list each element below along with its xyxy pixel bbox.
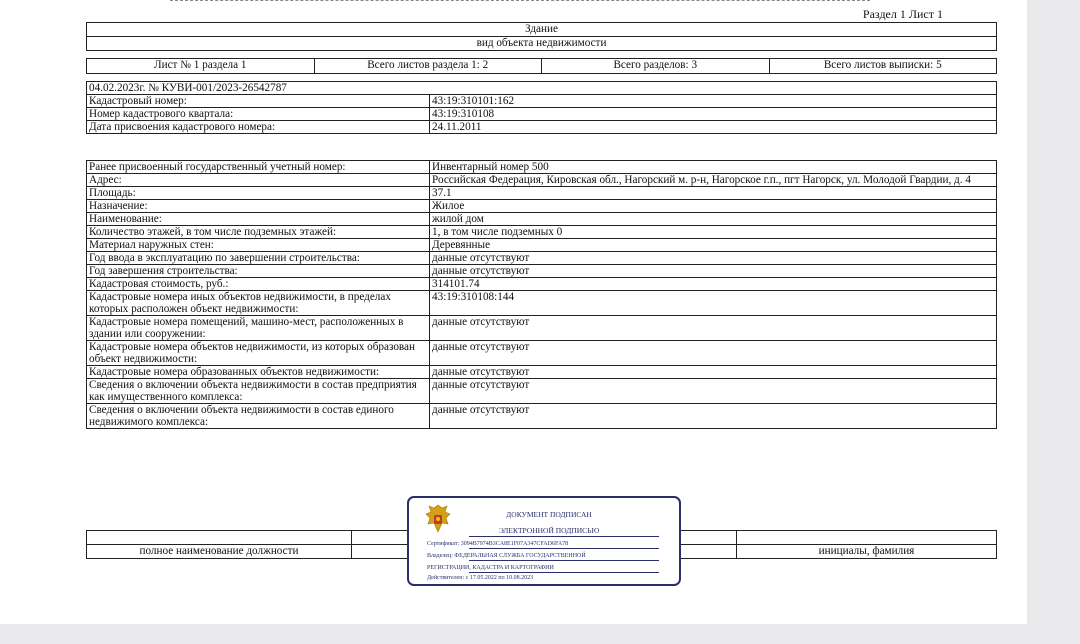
attr-value: данные отсутствуют [430,265,997,278]
position-label: полное наименование должности [87,545,352,559]
stamp-subtitle: ЭЛЕКТРОННОЙ ПОДПИСЬЮ [498,526,600,535]
attr-key: Назначение: [87,200,430,213]
attr-key: Кадастровые номера помещений, машино-мест, расположенных в здании или сооружении: [87,316,430,341]
attr-value: 43:19:310108:144 [430,291,997,316]
attr-value: 314101.74 [430,278,997,291]
attr-value: жилой дом [430,213,997,226]
sheet-info-table [86,58,997,74]
attr-value: данные отсутствуют [430,252,997,265]
stamp-rule [469,572,659,573]
stamp-rule [469,560,659,561]
attr-value: Жилое [430,200,997,213]
attr-value: данные отсутствуют [430,316,997,341]
ident-key: Кадастровый номер: [87,95,430,108]
stamp-certificate: Сертификат: 3094B7974B3CA8E1F07A347CFAD6FA78 [427,541,569,547]
coat-of-arms-icon [423,502,453,536]
stamp-rule [469,536,659,537]
stamp-validity: Действителен: с 17.05.2022 по 10.08.2023 [427,575,534,581]
attr-key: Год завершения строительства: [87,265,430,278]
section-label: Раздел 1 Лист 1 [862,7,943,21]
doc-number: 04.02.2023г. № КУВИ-001/2023-26542787 [87,82,997,95]
sheet-number: Лист № 1 раздела 1 [87,59,315,74]
attr-value: данные отсутствуют [430,366,997,379]
attr-value: данные отсутствуют [430,404,997,429]
main-attributes-table [86,160,997,429]
object-header-table [86,22,997,51]
attr-value: Деревянные [430,239,997,252]
sections-total: Всего разделов: 3 [542,59,770,74]
ident-value: 43:19:310101:162 [430,95,997,108]
sheets-in-section: Всего листов раздела 1: 2 [314,59,542,74]
attr-key: Год ввода в эксплуатацию по завершении строительства: [87,252,430,265]
object-type: Здание [87,23,997,37]
sheets-total: Всего листов выписки: 5 [769,59,997,74]
cut-line [170,0,870,4]
attr-key: Количество этажей, в том числе подземных этажей: [87,226,430,239]
attr-key: Кадастровая стоимость, руб.: [87,278,430,291]
ident-value: 24.11.2011 [430,121,997,134]
ident-key: Номер кадастрового квартала: [87,108,430,121]
ident-key: Дата присвоения кадастрового номера: [87,121,430,134]
attr-key: Ранее присвоенный государственный учетный номер: [87,161,430,174]
e-signature-stamp [407,496,681,586]
ident-table [86,81,997,134]
object-kind-caption: вид объекта недвижимости [87,37,997,51]
stamp-owner-cont: РЕГИСТРАЦИИ, КАДАСТРА И КАРТОГРАФИИ [427,565,554,571]
initials-label: инициалы, фамилия [737,545,997,559]
stamp-title: ДОКУМЕНТ ПОДПИСАН [506,510,592,519]
attr-value: 37.1 [430,187,997,200]
attr-key: Кадастровые номера объектов недвижимости, из которых образован объект недвижимости: [87,341,430,366]
attr-value: данные отсутствуют [430,379,997,404]
attr-key: Наименование: [87,213,430,226]
ident-value: 43:19:310108 [430,108,997,121]
attr-value: Инвентарный номер 500 [430,161,997,174]
stamp-owner: Владелец: ФЕДЕРАЛЬНАЯ СЛУЖБА ГОСУДАРСТВЕННОЙ [427,553,586,559]
attr-key: Сведения о включении объекта недвижимости в состав единого недвижимого комплекса: [87,404,430,429]
attr-value: Российская Федерация, Кировская обл., Нагорский м. р-н, Нагорское г.п., пгт Нагорск, ул. Молодой Гвардии, д. 4 [430,174,997,187]
attr-key: Кадастровые номера иных объектов недвижимости, в пределах которых расположен объект недвижимости: [87,291,430,316]
attr-key: Адрес: [87,174,430,187]
attr-key: Сведения о включении объекта недвижимости в состав предприятия как имущественного комплекса: [87,379,430,404]
attr-key: Площадь: [87,187,430,200]
attr-value: 1, в том числе подземных 0 [430,226,997,239]
attr-key: Кадастровые номера образованных объектов недвижимости: [87,366,430,379]
attr-key: Материал наружных стен: [87,239,430,252]
attr-value: данные отсутствуют [430,341,997,366]
stamp-rule [469,548,659,549]
